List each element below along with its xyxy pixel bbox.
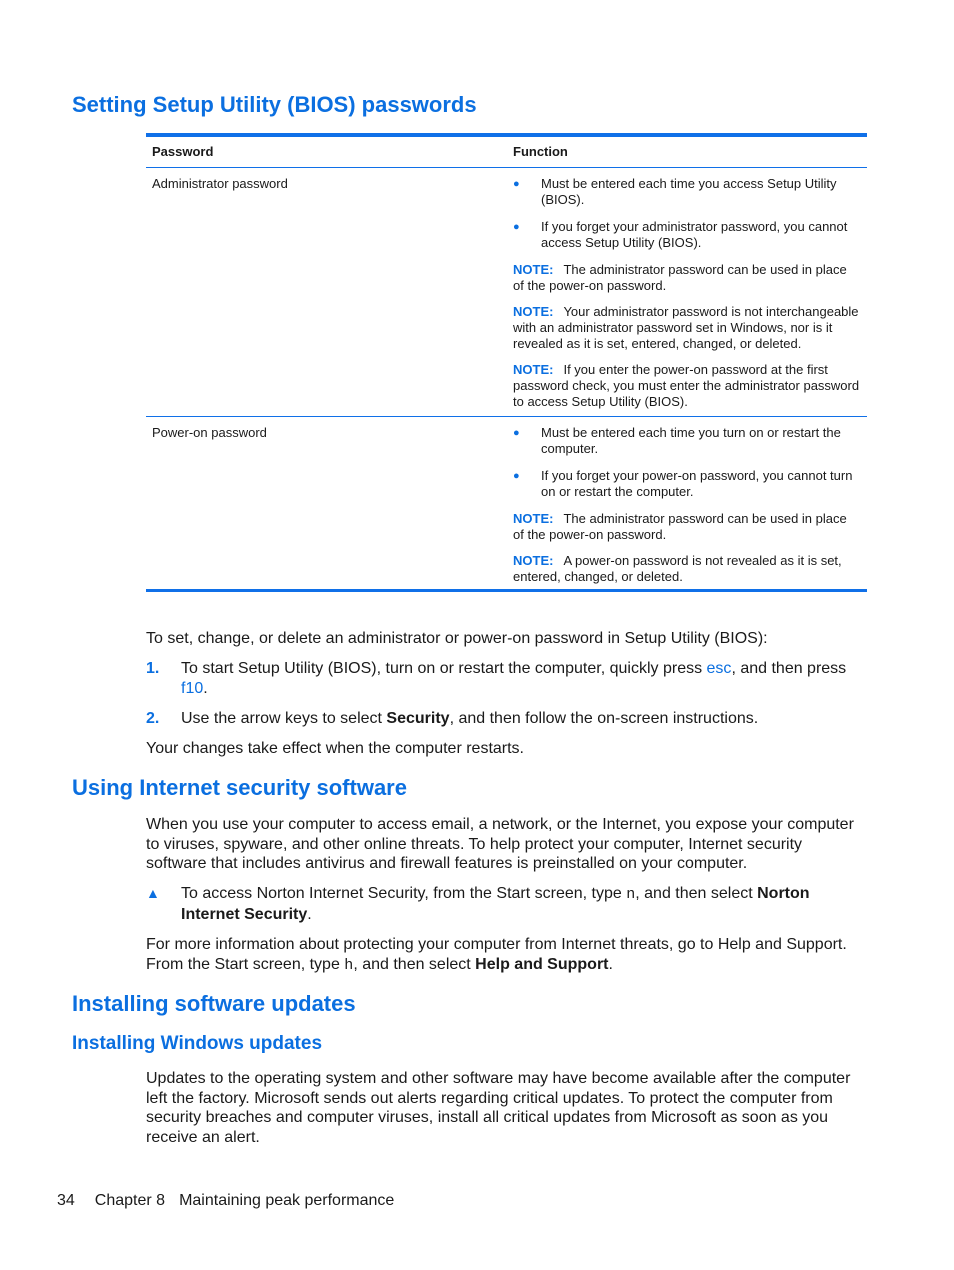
password-type-cell: Power-on password — [152, 425, 267, 440]
esc-key-link: esc — [706, 660, 732, 677]
security-paragraph: When you use your computer to access email, a network, or the Internet, you expose your computer to viruses, spyware, and other online threats. To help protect your computer, Internet security software that includes antivirus and firewall features is preinstalled on your computer. — [146, 816, 854, 872]
section-heading-bios-passwords: Setting Setup Utility (BIOS) passwords — [72, 92, 477, 117]
step-1: 1. To start Setup Utility (BIOS), turn on or restart the computer, quickly press esc, and then press f10. — [146, 660, 847, 697]
column-header-function: Function — [513, 144, 568, 159]
bullet-icon: ● — [513, 427, 520, 439]
step-2: 2. Use the arrow keys to select Security, and then follow the on-screen instructions. — [146, 710, 759, 727]
note: NOTE: The administrator password can be used in place of the power-on password. — [513, 511, 847, 542]
note: NOTE: Your administrator password is not interchangeable with an administrator password set in Windows, nor is it revealed as it is set, entered, changed, or deleted. — [513, 304, 859, 351]
section-heading-internet-security: Using Internet security software — [72, 775, 407, 800]
updates-paragraph: Updates to the operating system and other software may have become available after the computer left the factory. Microsoft sends out alerts regarding critical updates. To protect the computer from security breaches and computer viruses, install all critical updates from Microsoft as soon as you receive an alert. — [146, 1070, 851, 1146]
column-header-password: Password — [152, 144, 214, 159]
subsection-heading-windows-updates: Installing Windows updates — [72, 1033, 323, 1054]
intro-paragraph: To set, change, or delete an administrator or power-on password in Setup Utility (BIOS): — [146, 630, 768, 647]
section-heading-software-updates: Installing software updates — [72, 991, 356, 1016]
list-item: ● Must be entered each time you turn on or restart the computer. — [513, 425, 841, 456]
triangle-bullet-icon: ▲ — [146, 885, 160, 901]
restart-note: Your changes take effect when the computer restarts. — [146, 740, 524, 757]
list-item: ● If you forget your administrator password, you cannot access Setup Utility (BIOS). — [513, 219, 848, 250]
chapter-title: Maintaining peak performance — [179, 1192, 395, 1209]
password-type-cell: Administrator password — [152, 176, 288, 191]
help-paragraph: For more information about protecting your computer from Internet threats, go to Help and Support. From the Start screen, type h, and then select Help and Support. — [146, 936, 847, 974]
function-cell — [507, 425, 867, 583]
table-header-row — [146, 137, 867, 168]
table-row — [146, 417, 867, 589]
bullet-icon: ● — [513, 221, 520, 233]
password-table — [146, 133, 867, 592]
page-footer — [57, 1192, 394, 1210]
function-cell — [507, 176, 867, 410]
bullet-icon: ● — [513, 178, 520, 190]
list-item: ● If you forget your power-on password, you cannot turn on or restart the computer. — [513, 468, 853, 499]
norton-step: ▲ To access Norton Internet Security, from the Start screen, type n, and then select Norton Internet Security. — [146, 885, 810, 923]
note: NOTE: The administrator password can be used in place of the power-on password. — [513, 262, 847, 293]
page-number: 34 — [57, 1192, 75, 1209]
f10-key-link: f10 — [181, 679, 204, 697]
chapter-label: Chapter 8 — [94, 1192, 166, 1209]
bullet-icon: ● — [513, 470, 520, 482]
note: NOTE: A power-on password is not revealed as it is set, entered, changed, or deleted. — [513, 553, 842, 584]
table-row — [146, 168, 867, 417]
note: NOTE: If you enter the power-on password at the first password check, you must enter the administrator password to access Setup Utility (BIOS). — [513, 362, 860, 409]
list-item: ● Must be entered each time you access Setup Utility (BIOS). — [513, 176, 837, 207]
